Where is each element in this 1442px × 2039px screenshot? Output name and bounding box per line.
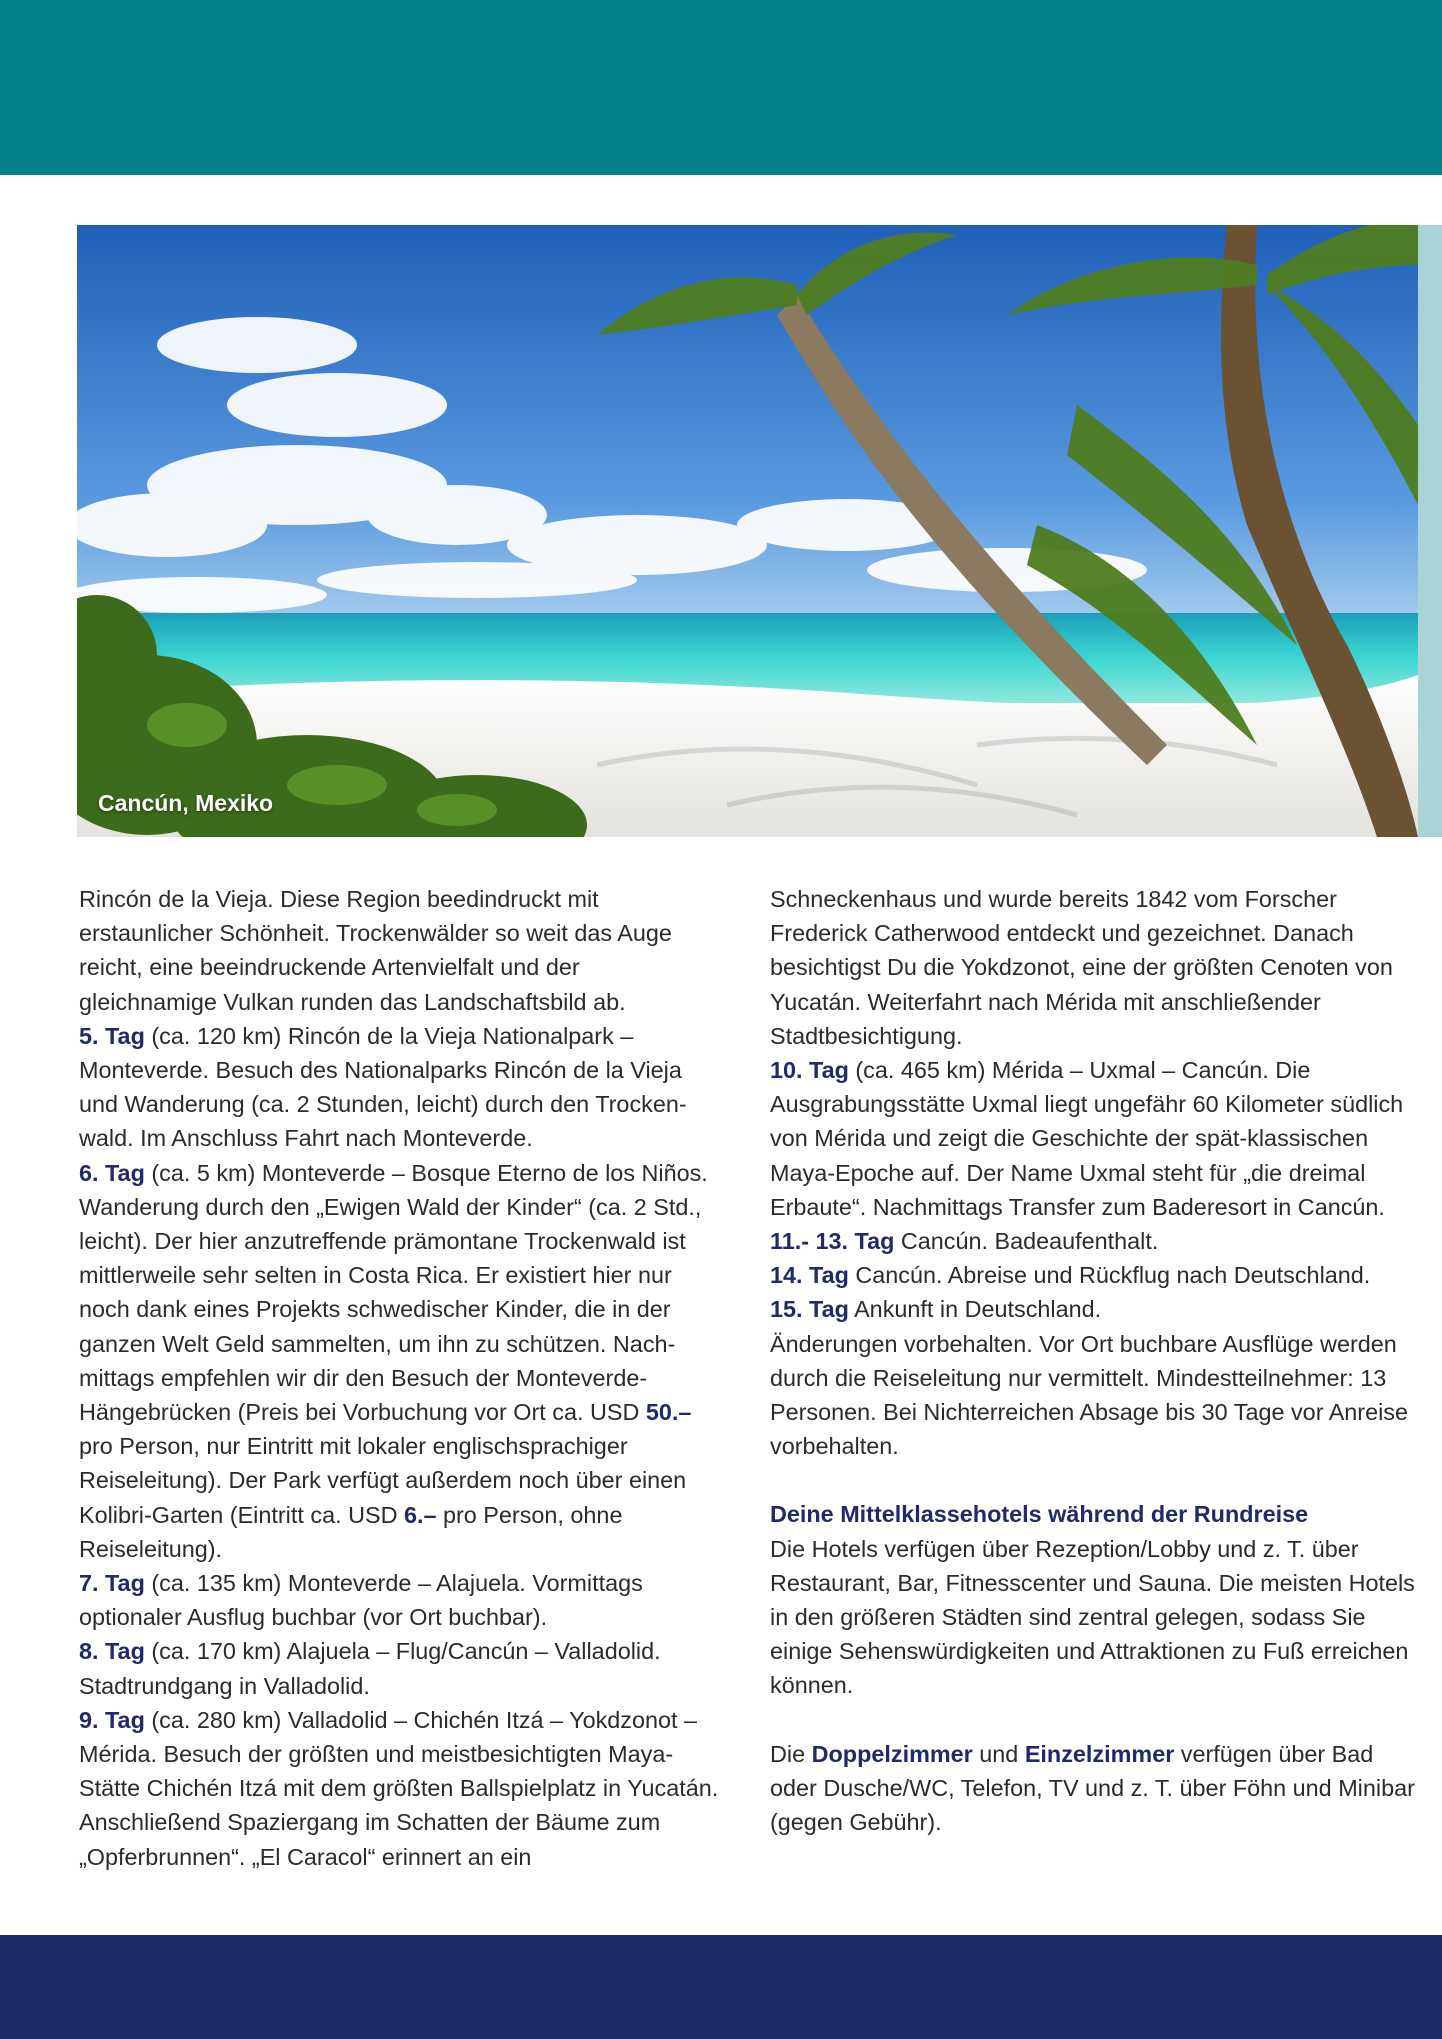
day-6-label: 6. Tag — [79, 1159, 145, 1186]
day-5-text: (ca. 120 km) Rincón de la Vieja Nationalpark – Monteverde. Besuch des Nationalparks Rincón de la Vieja und Wanderung (ca. 2 Stunden, leicht) durch den Trocken-wald. Im Anschluss Fahrt nach Monteverde. — [79, 1022, 687, 1152]
day-8-label: 8. Tag — [79, 1638, 145, 1665]
day-6-text-c: pro Person, ohne Reiseleitung). — [79, 1501, 623, 1562]
day-14-entry — [770, 1258, 1420, 1292]
intro-paragraph: Rincón de la Vieja. Diese Region beedindruckt mit erstaunlicher Schönheit. Trockenwälder so weit das Auge reicht, eine beeindruckende Artenvielfalt und der gleichnamige Vulkan runden das Landschaftsbild ab. — [79, 886, 672, 1015]
spacer — [770, 1463, 1420, 1497]
day-8-text: (ca. 170 km) Alajuela – Flug/Cancún – Valladolid. Stadtrundgang in Valladolid. — [79, 1638, 661, 1699]
day-6-text-a: (ca. 5 km) Monteverde – Bosque Eterno de los Niños. Wanderung durch den „Ewigen Wald der Kinder“ (ca. 2 Std., leicht). Der hier anzutreffende prämontane Trockenwald ist mittlerweile sehr selten in Costa Rica. Er existiert hier nur noch dank eines Projekts schwedischer Kinder, die in der ganzen Welt Geld sammelten, um ihn zu schützen. Nach-mittags empfehlen wir dir den Besuch der Monteverde-Hängebrücken (Preis bei Vorbuchung vor Ort ca. USD — [79, 1159, 708, 1426]
day-9-text: (ca. 280 km) Valladolid – Chichén Itzá – Yokdzonot – Mérida. Besuch der größten und meistbesichtigten Maya-Stätte Chichén Itzá mit dem größten Ballspielplatz in Yucatán. Anschließend Spaziergang im Schatten der Bäume zum „Opferbrunnen“. „El Caracol“ erinnert an ein — [79, 1706, 719, 1870]
day-14-label: 14. Tag — [770, 1262, 849, 1289]
day-10-label: 10. Tag — [770, 1057, 849, 1084]
day-11-13-entry — [770, 1224, 1420, 1258]
day-9-label: 9. Tag — [79, 1706, 145, 1733]
day-5-label: 5. Tag — [79, 1022, 145, 1049]
day-6-entry — [79, 1156, 719, 1566]
day-6-price-b: 6.– — [403, 1501, 437, 1528]
day-8-entry — [79, 1634, 719, 1702]
day-15-text: Ankunft in Deutschland. — [848, 1296, 1102, 1323]
rooms-double: Doppelzimmer — [811, 1740, 973, 1767]
day-11-13-text: Cancún. Badeaufenthalt. — [894, 1228, 1159, 1255]
day-15-label: 15. Tag — [770, 1296, 849, 1323]
hotels-description: Die Hotels verfügen über Rezeption/Lobby und z. T. über Restaurant, Bar, Fitnesscenter und Sauna. Die meisten Hotels in den größeren Städten sind zentral gelegen, sodass Sie einige Sehenswürdigkeiten und Attraktionen zu Fuß erreichen können. — [770, 1535, 1415, 1699]
side-accent-strip — [1418, 225, 1442, 837]
photo-caption: Cancún, Mexiko — [98, 790, 274, 816]
rooms-description — [770, 1737, 1420, 1840]
beach-photo — [77, 225, 1418, 837]
right-column — [770, 882, 1420, 1839]
left-column — [79, 882, 719, 1874]
rooms-mid: und — [972, 1740, 1025, 1767]
changes-note: Änderungen vorbehalten. Vor Ort buchbare Ausflüge werden durch die Reiseleitung nur vermittelt. Mindestteilnehmer: 13 Personen. Bei Nichterreichen Absage bis 30 Tage vor Anreise vorbehalten. — [770, 1330, 1408, 1460]
day-11-13-label: 11.- 13. Tag — [770, 1228, 895, 1255]
day-6-text-b: pro Person, nur Eintritt mit lokaler englischsprachiger Reiseleitung). Der Park verfügt außerdem noch über einen Kolibri-Garten (Eintritt ca. USD — [79, 1433, 687, 1528]
day-9-continuation: Schneckenhaus und wurde bereits 1842 vom Forscher Frederick Catherwood entdeckt und gezeichnet. Danach besichtigst Du die Yokdzonot, eine der größten Cenoten von Yucatán. Weiterfahrt nach Mérida mit anschließender Stadtbesichtigung. — [770, 886, 1393, 1049]
footer-band — [0, 1935, 1442, 2039]
day-14-text: Cancún. Abreise und Rückflug nach Deutschland. — [848, 1262, 1371, 1289]
rooms-pre: Die — [770, 1740, 812, 1767]
rooms-post: verfügen über Bad oder Dusche/WC, Telefon, TV und z. T. über Föhn und Minibar (gegen Gebühr). — [770, 1740, 1415, 1836]
rooms-single: Einzelzimmer — [1024, 1740, 1175, 1767]
day-7-text: (ca. 135 km) Monteverde – Alajuela. Vormittags optionaler Ausflug buchbar (vor Ort buchbar). — [79, 1570, 643, 1631]
day-5-entry — [79, 1019, 719, 1156]
day-7-entry — [79, 1566, 719, 1634]
spacer — [770, 1703, 1420, 1737]
day-7-label: 7. Tag — [79, 1570, 145, 1597]
day-15-entry — [770, 1292, 1420, 1326]
header-band — [0, 0, 1442, 175]
day-10-entry — [770, 1053, 1420, 1224]
hotels-heading: Deine Mittelklassehotels während der Rundreise — [770, 1501, 1309, 1528]
day-6-price-a: 50.– — [645, 1399, 692, 1426]
day-9-entry — [79, 1703, 719, 1874]
day-10-text: (ca. 465 km) Mérida – Uxmal – Cancún. Die Ausgrabungsstätte Uxmal liegt ungefähr 60 Kilometer südlich von Mérida und zeigt die Geschichte der spät-klassischen Maya-Epoche auf. Der Name Uxmal steht für „die dreimal Erbaute“. Nachmittags Transfer zum Baderesort in Cancún. — [770, 1057, 1404, 1220]
beach-photo-illustration — [77, 225, 1418, 837]
